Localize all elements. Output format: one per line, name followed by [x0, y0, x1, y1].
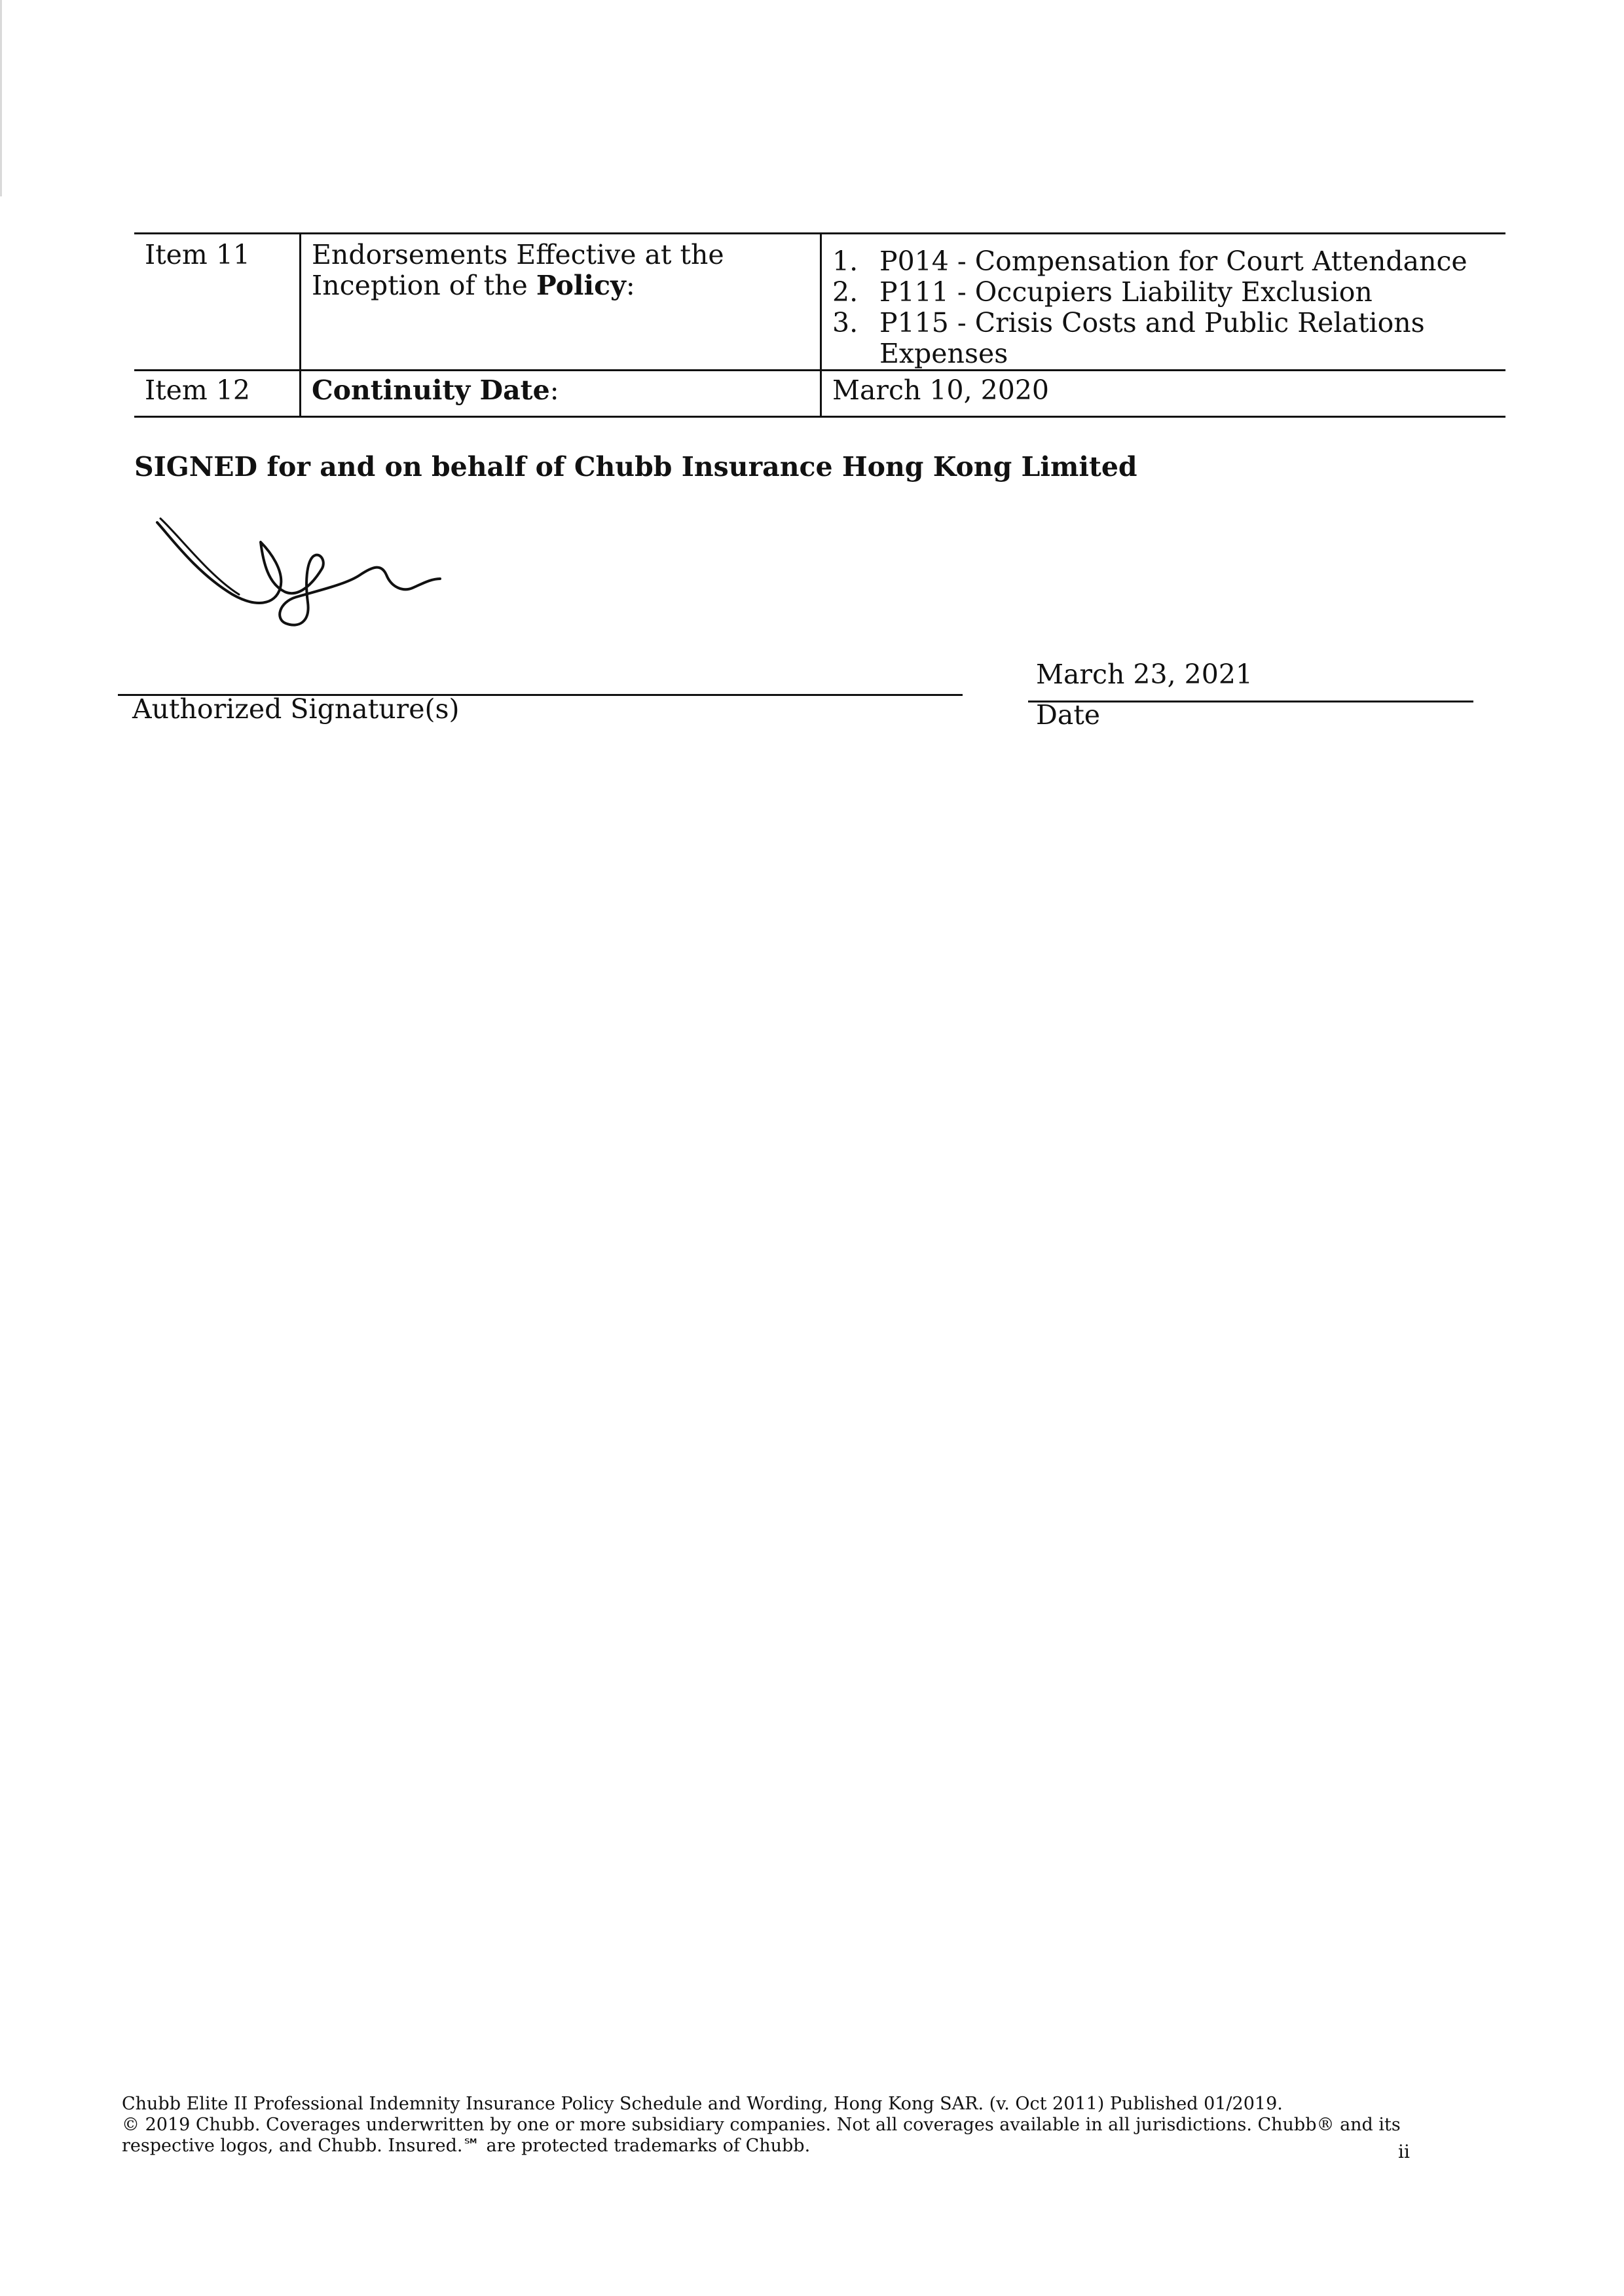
item-label-text: Endorsements Effective at the Inception of the — [312, 239, 724, 301]
item-label — [301, 371, 821, 417]
item-number: Item 12 — [134, 371, 301, 417]
item-label-bold: Continuity Date — [312, 374, 550, 406]
date-label: Date — [1036, 699, 1101, 731]
endorsement-item — [832, 246, 1495, 277]
schedule-table — [134, 232, 1505, 418]
schedule-row-item-11 — [134, 234, 1505, 371]
endorsement-text: P014 - Compensation for Court Attendance — [879, 246, 1467, 277]
endorsement-item — [832, 308, 1495, 369]
endorsement-number: 1. — [832, 246, 858, 277]
endorsement-text: P115 - Crisis Costs and Public Relations Expenses — [879, 307, 1425, 369]
endorsements-cell — [821, 234, 1506, 371]
item-label-bold: Policy — [536, 270, 626, 301]
item-label-suffix: : — [625, 270, 635, 301]
footer — [122, 2094, 1418, 2157]
handwritten-signature — [151, 511, 452, 635]
endorsement-item — [832, 277, 1495, 308]
schedule-row-item-12 — [134, 371, 1505, 417]
endorsements-list — [832, 246, 1495, 369]
endorsement-number: 3. — [832, 307, 858, 338]
item-label — [301, 234, 821, 371]
scan-edge-mark — [0, 0, 2, 196]
footer-line-1: Chubb Elite II Professional Indemnity Insurance Policy Schedule and Wording, Hong Kong SAR. (v. Oct 2011) Published 01/2019. — [122, 2094, 1283, 2114]
page-number: ii — [1398, 2141, 1410, 2162]
item-number: Item 11 — [134, 234, 301, 371]
authorized-signature-label: Authorized Signature(s) — [132, 693, 460, 725]
footer-line-2: © 2019 Chubb. Coverages underwritten by one or more subsidiary companies. Not all coverages available in all jurisdictions. Chubb® and its respective logos, and Chubb. Insured.℠ are protected trademarks of Chubb. — [122, 2115, 1401, 2156]
signature-date-value: March 23, 2021 — [1036, 659, 1253, 690]
item-label-suffix: : — [549, 374, 559, 406]
continuity-date-value: March 10, 2020 — [821, 371, 1506, 417]
signed-statement: SIGNED for and on behalf of Chubb Insurance Hong Kong Limited — [134, 451, 1137, 483]
endorsement-number: 2. — [832, 276, 858, 308]
endorsement-text: P111 - Occupiers Liability Exclusion — [879, 276, 1373, 308]
